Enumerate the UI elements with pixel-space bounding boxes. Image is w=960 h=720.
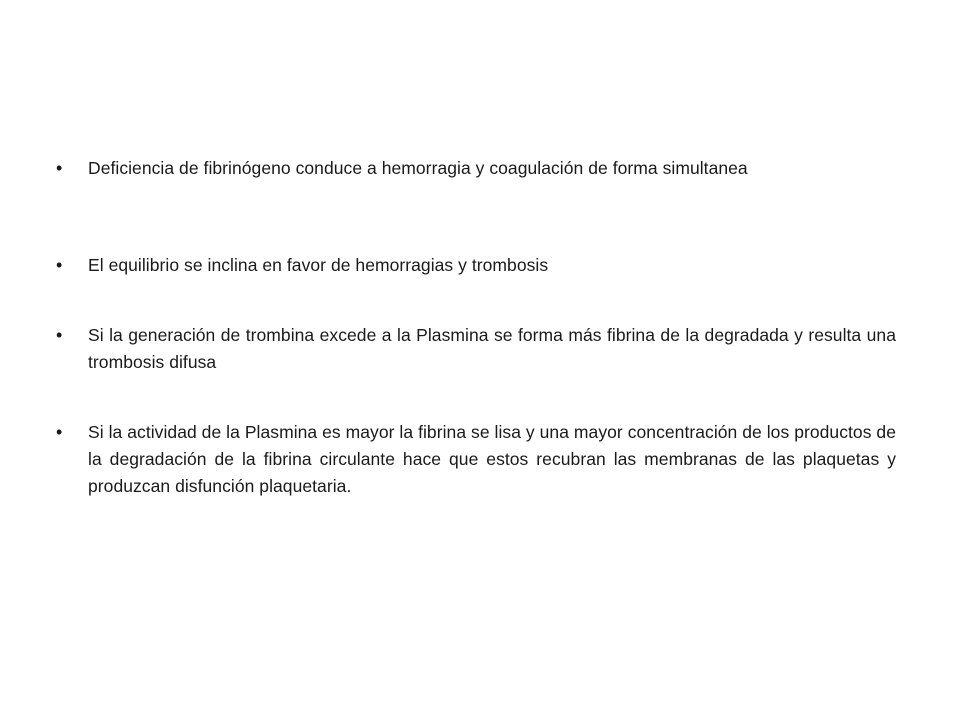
bullet-dot-icon: • [56,158,63,178]
bullet-text: El equilibrio se inclina en favor de hemorragias y trombosis [88,255,549,275]
bullet-item [56,252,896,279]
bullet-item [56,322,896,376]
bullet-text: Si la generación de trombina excede a la Plasmina se forma más fibrina de la degradada y resulta una trombosis difusa [88,325,896,372]
bullet-item [56,419,896,500]
bullet-dot-icon: • [56,422,63,442]
bullet-item [56,155,896,182]
bullet-dot-icon: • [56,255,63,275]
bullet-text: Deficiencia de fibrinógeno conduce a hemorragia y coagulación de forma simultanea [88,158,748,178]
bullet-dot-icon: • [56,325,63,345]
bullet-text: Si la actividad de la Plasmina es mayor la fibrina se lisa y una mayor concentración de los productos de la degradación de la fibrina circulante hace que estos recubran las membranas de las plaquetas y produzcan disfunción plaquetaria. [88,422,896,496]
